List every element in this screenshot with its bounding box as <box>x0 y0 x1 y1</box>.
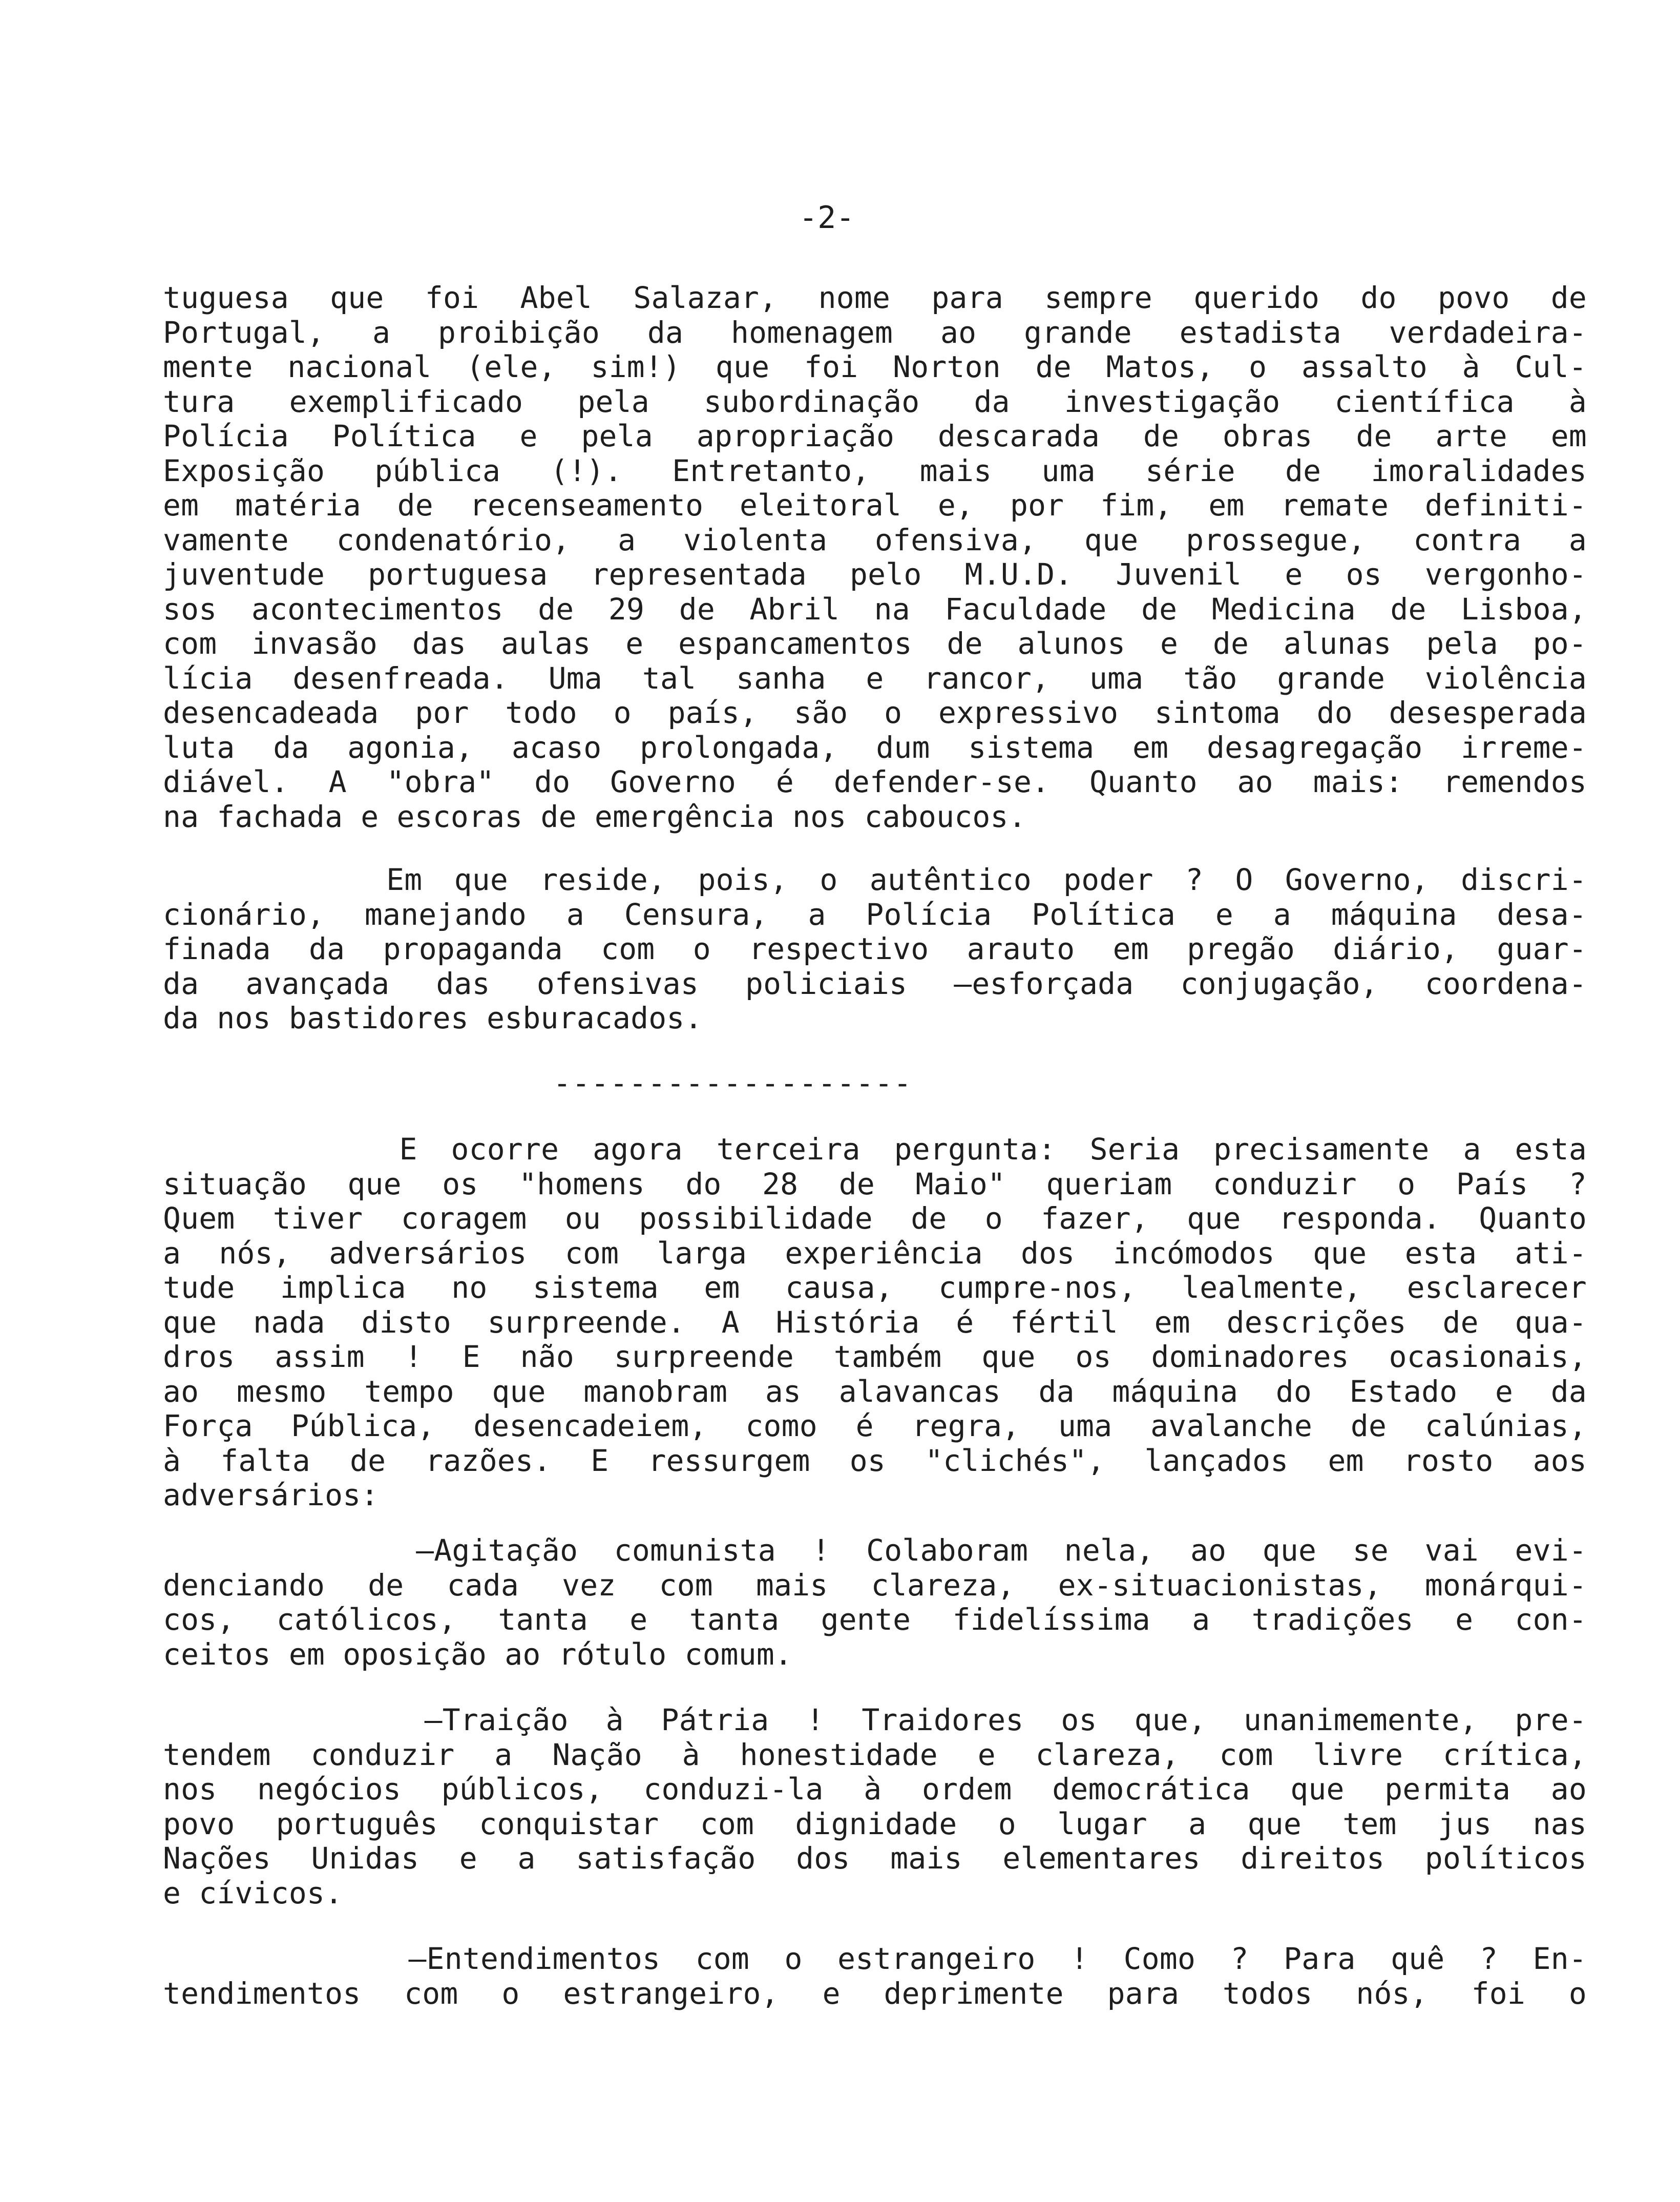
text-line: denciando de cada vez com mais clareza, ex-situacionistas, monárqui- <box>163 1568 1587 1603</box>
text-line: vamente condenatório, a violenta ofensiva, que prossegue, contra a <box>163 523 1587 557</box>
text-line: sos acontecimentos de 29 de Abril na Faculdade de Medicina de Lisboa, <box>163 592 1587 627</box>
paragraph-5 <box>163 1703 1587 1910</box>
text-line: da avançada das ofensivas policiais —esforçada conjugação, coordena- <box>163 966 1587 1001</box>
text-line: Portugal, a proibição da homenagem ao grande estadista verdadeira- <box>163 315 1587 350</box>
text-line: lícia desenfreada. Uma tal sanha e rancor, uma tão grande violência <box>163 661 1587 696</box>
text-line: à falta de razões. E ressurgem os "clichés", lançados em rosto aos <box>163 1443 1587 1478</box>
text-line: E ocorre agora terceira pergunta: Seria precisamente a esta <box>163 1132 1587 1167</box>
paragraph-2 <box>163 863 1587 1036</box>
paragraph-6 <box>163 1942 1587 2011</box>
text-line: dros assim ! E não surpreende também que os dominadores ocasionais, <box>163 1340 1587 1374</box>
text-line: com invasão das aulas e espancamentos de alunos e de alunas pela po- <box>163 627 1587 661</box>
text-line: tendimentos com o estrangeiro, e deprimente para todos nós, foi o <box>163 1976 1587 2011</box>
paragraph-3 <box>163 1132 1587 1513</box>
text-line: situação que os "homens do 28 de Maio" queriam conduzir o País ? <box>163 1167 1587 1201</box>
text-line: Força Pública, desencadeiem, como é regra, uma avalanche de calúnias, <box>163 1409 1587 1443</box>
text-line: adversários: <box>163 1478 379 1512</box>
text-line: —Agitação comunista ! Colaboram nela, ao que se vai evi- <box>163 1533 1587 1568</box>
text-line: Exposição pública (!). Entretanto, mais uma série de imoralidades <box>163 453 1587 488</box>
text-line: na fachada e escoras de emergência nos caboucos. <box>163 799 1026 834</box>
text-line: luta da agonia, acaso prolongada, dum sistema em desagregação irreme- <box>163 730 1587 765</box>
text-line: nos negócios públicos, conduzi-la à ordem democrática que permita ao <box>163 1772 1587 1806</box>
text-line: diável. A "obra" do Governo é defender-se. Quanto ao mais: remendos <box>163 765 1587 799</box>
text-line: ceitos em oposição ao rótulo comum. <box>163 1637 793 1672</box>
text-line: que nada disto surpreende. A História é fértil em descrições de qua- <box>163 1305 1587 1340</box>
text-line: Quem tiver coragem ou possibilidade de o fazer, que responda. Quanto <box>163 1201 1587 1236</box>
text-line: finada da propaganda com o respectivo arauto em pregão diário, guar- <box>163 932 1587 966</box>
paragraph-1 <box>163 281 1587 834</box>
text-line: povo português conquistar com dignidade o lugar a que tem jus nas <box>163 1806 1587 1841</box>
text-line: Em que reside, pois, o autêntico poder ? O Governo, discri- <box>163 863 1587 897</box>
text-line: e cívicos. <box>163 1876 343 1910</box>
text-line: cionário, manejando a Censura, a Polícia Política e a máquina desa- <box>163 897 1587 932</box>
text-line: mente nacional (ele, sim!) que foi Norton de Matos, o assalto à Cul- <box>163 350 1587 384</box>
text-line: tude implica no sistema em causa, cumpre-nos, lealmente, esclarecer <box>163 1271 1587 1305</box>
text-line: cos, católicos, tanta e tanta gente fidelíssima a tradições e con- <box>163 1603 1587 1637</box>
text-line: juventude portuguesa representada pelo M.U.D. Juvenil e os vergonho- <box>163 557 1587 592</box>
page-number: -2- <box>799 200 855 236</box>
text-line: Nações Unidas e a satisfação dos mais elementares direitos políticos <box>163 1841 1587 1876</box>
text-line: —Traição à Pátria ! Traidores os que, unanimemente, pre- <box>163 1703 1587 1737</box>
text-line: ao mesmo tempo que manobram as alavancas da máquina do Estado e da <box>163 1374 1587 1409</box>
text-line: tura exemplificado pela subordinação da investigação científica à <box>163 384 1587 419</box>
text-line: em matéria de recenseamento eleitoral e, por fim, em remate definiti- <box>163 488 1587 523</box>
section-separator: ------------------- <box>553 1066 913 1100</box>
text-line: —Entendimentos com o estrangeiro ! Como ? Para quê ? En- <box>163 1942 1587 1976</box>
paragraph-4 <box>163 1533 1587 1672</box>
text-line: da nos bastidores esburacados. <box>163 1001 703 1035</box>
text-line: tendem conduzir a Nação à honestidade e clareza, com livre crítica, <box>163 1737 1587 1772</box>
text-line: a nós, adversários com larga experiência dos incómodos que esta ati- <box>163 1236 1587 1271</box>
text-line: Polícia Política e pela apropriação descarada de obras de arte em <box>163 419 1587 453</box>
text-line: tuguesa que foi Abel Salazar, nome para sempre querido do povo de <box>163 281 1587 315</box>
text-line: desencadeada por todo o país, são o expressivo sintoma do desesperada <box>163 696 1587 730</box>
